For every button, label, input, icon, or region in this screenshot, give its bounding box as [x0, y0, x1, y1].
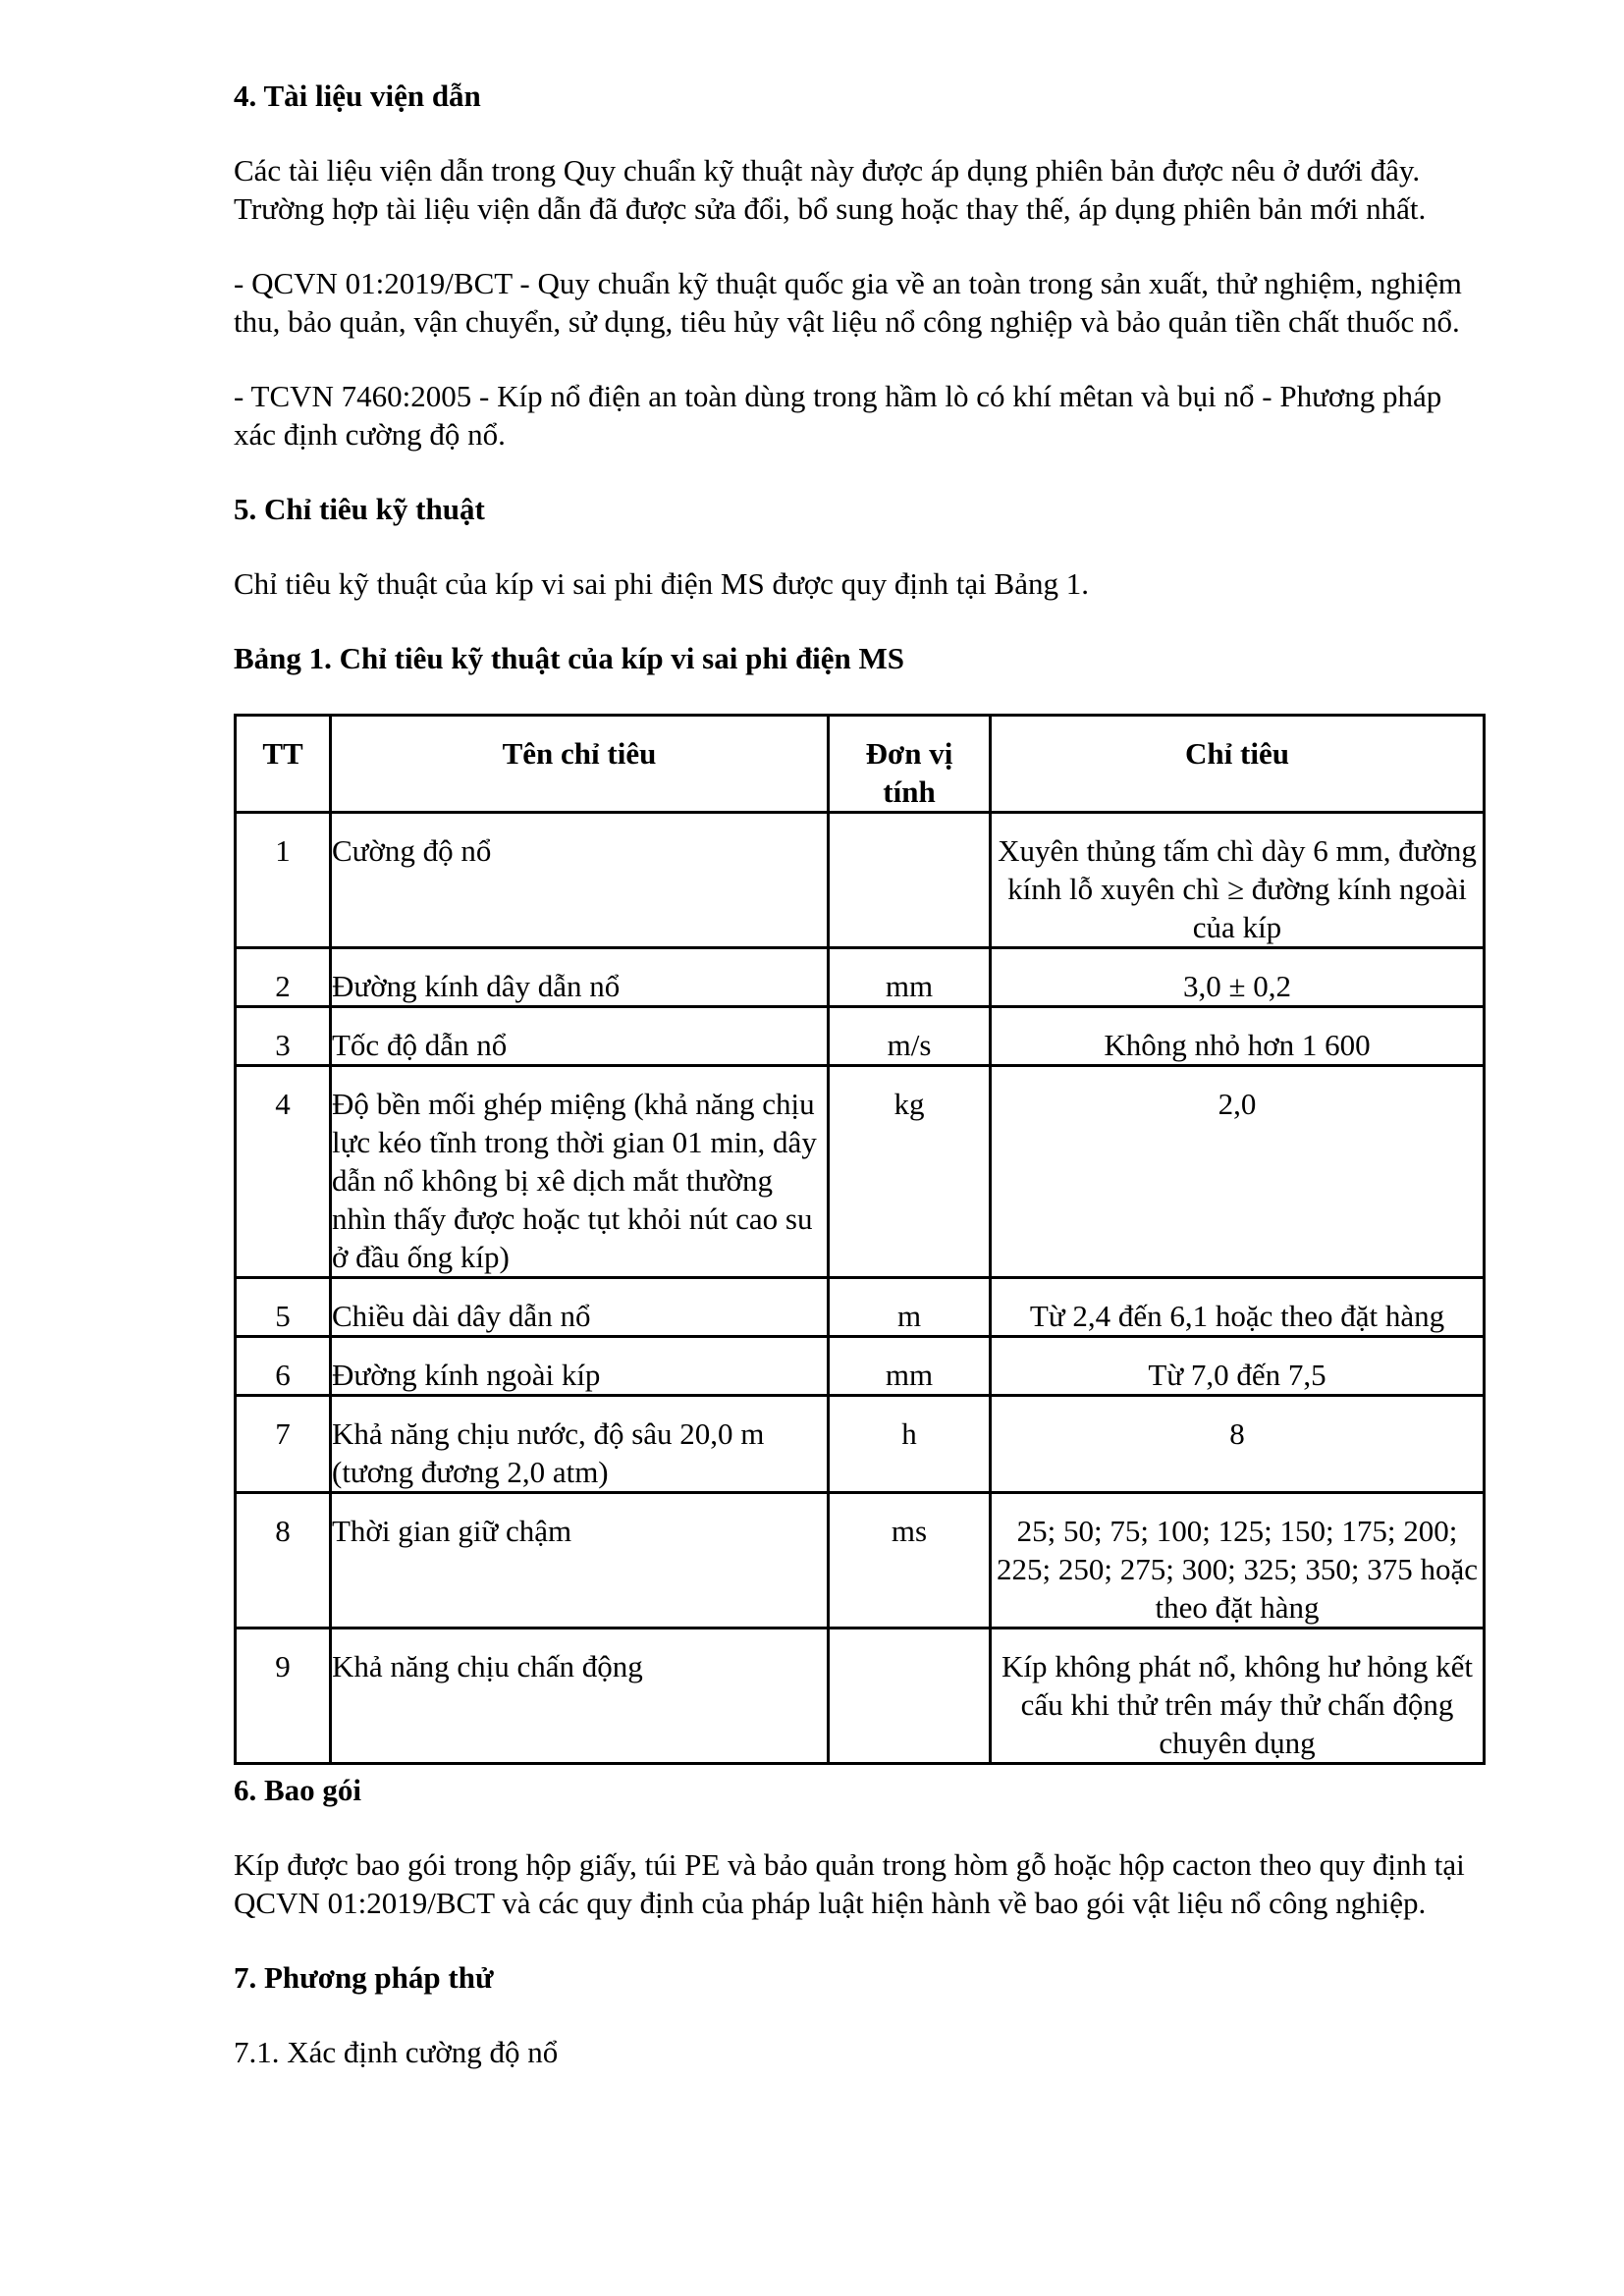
- cell-unit: [829, 1629, 991, 1764]
- cell-name: Tốc độ dẫn nổ: [331, 1007, 829, 1066]
- table-row: [236, 1278, 1485, 1337]
- cell-value: 8: [991, 1396, 1485, 1493]
- cell-value: 3,0 ± 0,2: [991, 948, 1485, 1007]
- cell-tt: 2: [236, 948, 331, 1007]
- cell-unit: mm: [829, 948, 991, 1007]
- section-4-intro: Các tài liệu viện dẫn trong Quy chuẩn kỹ thuật này được áp dụng phiên bản được nêu ở dưới đây. Trường hợp tài liệu viện dẫn đã được sửa đổi, bổ sung hoặc thay thế, áp dụng phiên bản mới nhất.: [234, 153, 1427, 226]
- table-row: [236, 948, 1485, 1007]
- table-row: [236, 1396, 1485, 1493]
- header-value: Chỉ tiêu: [991, 716, 1485, 813]
- section-6-heading: 6. Bao gói: [234, 1773, 362, 1807]
- table-row: [236, 1337, 1485, 1396]
- table-row: [236, 813, 1485, 948]
- document-page: [234, 77, 1481, 2071]
- cell-value: 2,0: [991, 1066, 1485, 1278]
- reference-qcvn: - QCVN 01:2019/BCT - Quy chuẩn kỹ thuật quốc gia về an toàn trong sản xuất, thử nghiệm, nghiệm thu, bảo quản, vận chuyển, sử dụng, tiêu hủy vật liệu nổ công nghiệp và bảo quản tiền chất thuốc nổ.: [234, 266, 1462, 339]
- header-unit: Đơn vị tính: [829, 716, 991, 813]
- cell-name: Đường kính ngoài kíp: [331, 1337, 829, 1396]
- section-7-heading: 7. Phương pháp thử: [234, 1960, 494, 1995]
- cell-value: Từ 7,0 đến 7,5: [991, 1337, 1485, 1396]
- spec-table: [234, 714, 1486, 1765]
- cell-unit: m/s: [829, 1007, 991, 1066]
- cell-tt: 9: [236, 1629, 331, 1764]
- cell-unit: ms: [829, 1493, 991, 1629]
- cell-tt: 3: [236, 1007, 331, 1066]
- cell-value: 25; 50; 75; 100; 125; 150; 175; 200; 225; 250; 275; 300; 325; 350; 375 hoặc theo đặt hàng: [991, 1493, 1485, 1629]
- section-7-1-subheading: 7.1. Xác định cường độ nổ: [234, 2035, 559, 2069]
- cell-name: Chiều dài dây dẫn nổ: [331, 1278, 829, 1337]
- section-5-intro: Chỉ tiêu kỹ thuật của kíp vi sai phi điện MS được quy định tại Bảng 1.: [234, 566, 1089, 601]
- table-row: [236, 1066, 1485, 1278]
- cell-name: Đường kính dây dẫn nổ: [331, 948, 829, 1007]
- cell-name: Thời gian giữ chậm: [331, 1493, 829, 1629]
- cell-tt: 7: [236, 1396, 331, 1493]
- table-header-row: [236, 716, 1485, 813]
- table-caption: Bảng 1. Chỉ tiêu kỹ thuật của kíp vi sai phi điện MS: [234, 641, 905, 675]
- cell-value: Từ 2,4 đến 6,1 hoặc theo đặt hàng: [991, 1278, 1485, 1337]
- header-tt: TT: [236, 716, 331, 813]
- cell-value: Kíp không phát nổ, không hư hỏng kết cấu khi thử trên máy thử chấn động chuyên dụng: [991, 1629, 1485, 1764]
- table-row: [236, 1007, 1485, 1066]
- reference-tcvn: - TCVN 7460:2005 - Kíp nổ điện an toàn dùng trong hầm lò có khí mêtan và bụi nổ - Phương pháp xác định cường độ nổ.: [234, 379, 1442, 452]
- cell-name: Khả năng chịu chấn động: [331, 1629, 829, 1764]
- table-body: [236, 813, 1485, 1764]
- cell-unit: kg: [829, 1066, 991, 1278]
- cell-unit: [829, 813, 991, 948]
- cell-tt: 1: [236, 813, 331, 948]
- cell-name: Cường độ nổ: [331, 813, 829, 948]
- cell-name: Khả năng chịu nước, độ sâu 20,0 m (tương đương 2,0 atm): [331, 1396, 829, 1493]
- cell-tt: 5: [236, 1278, 331, 1337]
- header-name: Tên chỉ tiêu: [331, 716, 829, 813]
- cell-unit: m: [829, 1278, 991, 1337]
- section-5-heading: 5. Chỉ tiêu kỹ thuật: [234, 492, 485, 526]
- cell-unit: mm: [829, 1337, 991, 1396]
- cell-value: Xuyên thủng tấm chì dày 6 mm, đường kính lỗ xuyên chì ≥ đường kính ngoài của kíp: [991, 813, 1485, 948]
- cell-unit: h: [829, 1396, 991, 1493]
- cell-value: Không nhỏ hơn 1 600: [991, 1007, 1485, 1066]
- cell-tt: 8: [236, 1493, 331, 1629]
- section-6-text: Kíp được bao gói trong hộp giấy, túi PE và bảo quản trong hòm gỗ hoặc hộp cacton theo quy định tại QCVN 01:2019/BCT và các quy định của pháp luật hiện hành về bao gói vật liệu nổ công nghiệp.: [234, 1847, 1465, 1920]
- cell-tt: 6: [236, 1337, 331, 1396]
- cell-tt: 4: [236, 1066, 331, 1278]
- table-row: [236, 1629, 1485, 1764]
- cell-name: Độ bền mối ghép miệng (khả năng chịu lực kéo tĩnh trong thời gian 01 min, dây dẫn nổ không bị xê dịch mắt thường nhìn thấy được hoặc tụt khỏi nút cao su ở đầu ống kíp): [331, 1066, 829, 1278]
- table-row: [236, 1493, 1485, 1629]
- section-4-heading: 4. Tài liệu viện dẫn: [234, 79, 481, 113]
